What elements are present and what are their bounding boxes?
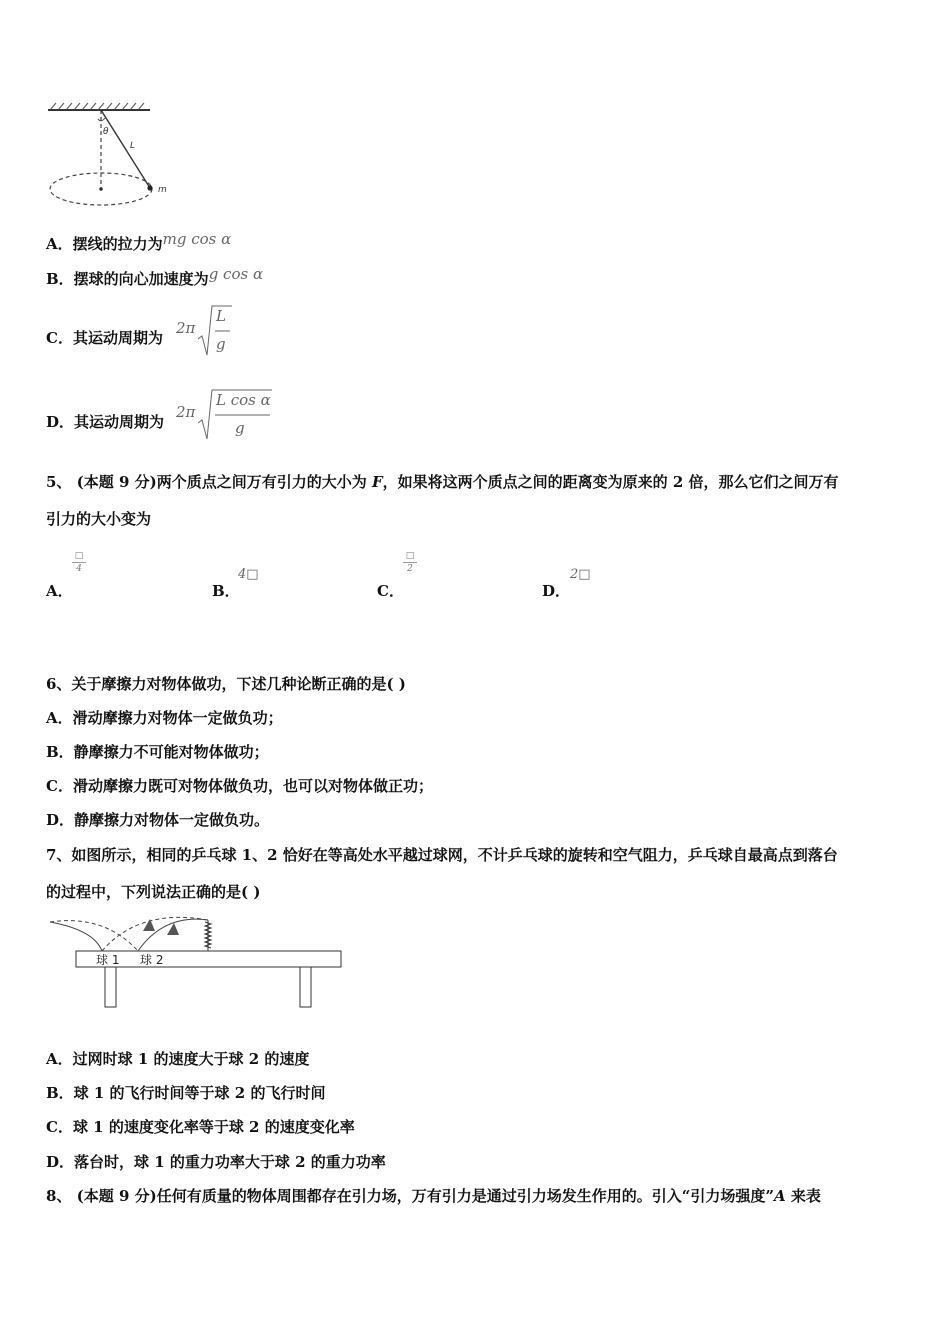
q4-option-c-denominator: g [216, 335, 226, 353]
q4-option-b-label: B．摆球的向心加速度为 [46, 270, 209, 288]
q5-stem-text-a: 5、 (本题 9 分)两个质点之间万有引力的大小为 [46, 473, 372, 491]
q4-option-d [46, 412, 164, 432]
q5-option-a-den: 4 [76, 564, 82, 574]
q5-option-c-letter: C． [377, 582, 404, 600]
q5-option-a-formula [72, 551, 86, 574]
q8-stem-text-a: 8、 (本题 9 分)任何有质量的物体周围都存在引力场，万有引力是通过引力场发生作用的。引入“引力场强度” [46, 1187, 774, 1205]
q5-option-b-formula: 4□ [238, 567, 259, 582]
q5-option-c-num: □ [405, 551, 415, 561]
q5-stem-f: F [371, 473, 383, 491]
q5-stem-line2: 引力的大小变为 [46, 510, 152, 528]
q4-option-c-label: C．其运动周期为 [46, 329, 163, 347]
q7-option-d: D．落台时，球 1 的重力功率大于球 2 的重力功率 [46, 1153, 386, 1171]
q5-option-a [46, 580, 73, 601]
ball2-label: 球 2 [140, 953, 164, 967]
q5-stem-line1 [46, 472, 839, 492]
q4-option-a [46, 230, 232, 254]
q5-option-c [377, 580, 404, 601]
q4-option-c-formula [176, 303, 236, 359]
ping-pong-table-figure [44, 914, 346, 1010]
q4-option-d-numerator: L cos α [216, 391, 271, 409]
length-label: L [130, 141, 136, 151]
q8-stem-a: A [774, 1187, 786, 1205]
q7-option-b: B．球 1 的飞行时间等于球 2 的飞行时间 [46, 1084, 326, 1102]
q6-option-b: B．静摩擦力不可能对物体做功； [46, 743, 269, 761]
q5-option-b [212, 580, 240, 601]
q4-option-d-formula [176, 387, 276, 443]
q4-option-a-formula: mg cos α [162, 230, 232, 248]
q6-option-a: A．滑动摩擦力对物体一定做负功； [46, 709, 283, 727]
q7-option-c: C．球 1 的速度变化率等于球 2 的速度变化率 [46, 1118, 355, 1136]
q5-option-c-den: 2 [407, 564, 413, 574]
q5-option-b-letter: B． [212, 582, 240, 600]
q6-stem: 6、关于摩擦力对物体做功，下述几种论断正确的是( ) [46, 675, 406, 693]
q4-option-b [46, 265, 264, 289]
q4-option-c-numerator: L [216, 307, 226, 325]
q5-option-d [542, 580, 570, 601]
q4-option-b-formula: g cos α [208, 265, 264, 283]
q5-stem-text-b: ，如果将这两个质点之间的距离变为原来的 2 倍，那么它们之间万有 [382, 473, 839, 491]
q4-option-d-label: D．其运动周期为 [46, 413, 165, 431]
q6-option-d: D．静摩擦力对物体一定做负功。 [46, 811, 270, 829]
q8-stem-line1 [46, 1186, 821, 1206]
ball1-label: 球 1 [96, 953, 120, 967]
q5-option-d-letter: D． [542, 582, 571, 600]
q5-option-c-formula [403, 551, 417, 574]
q5-option-d-formula: 2□ [570, 567, 591, 582]
q7-stem-line2: 的过程中，下列说法正确的是( ) [46, 883, 261, 901]
theta-label: θ [103, 127, 109, 137]
q6-option-c: C．滑动摩擦力既可对物体做负功，也可以对物体做正功； [46, 777, 433, 795]
q5-option-a-letter: A． [46, 582, 73, 600]
q7-stem-line1: 7、如图所示，相同的乒乓球 1、2 恰好在等高处水平越过球网，不计乒乓球的旋转和空气阻力，乒乓球自最高点到落台 [46, 846, 838, 864]
q4-option-d-denominator: g [235, 419, 245, 437]
q5-option-a-num: □ [74, 551, 84, 561]
q4-option-a-label: A．摆线的拉力为 [46, 235, 163, 253]
q4-option-c-prefix: 2π [176, 319, 196, 337]
conical-pendulum-figure [40, 100, 170, 212]
q4-option-c [46, 328, 163, 348]
q4-option-d-prefix: 2π [176, 403, 196, 421]
q7-option-a: A．过网时球 1 的速度大于球 2 的速度 [46, 1050, 310, 1068]
mass-label: m [158, 185, 167, 195]
q8-stem-text-b: 来表 [785, 1187, 821, 1205]
